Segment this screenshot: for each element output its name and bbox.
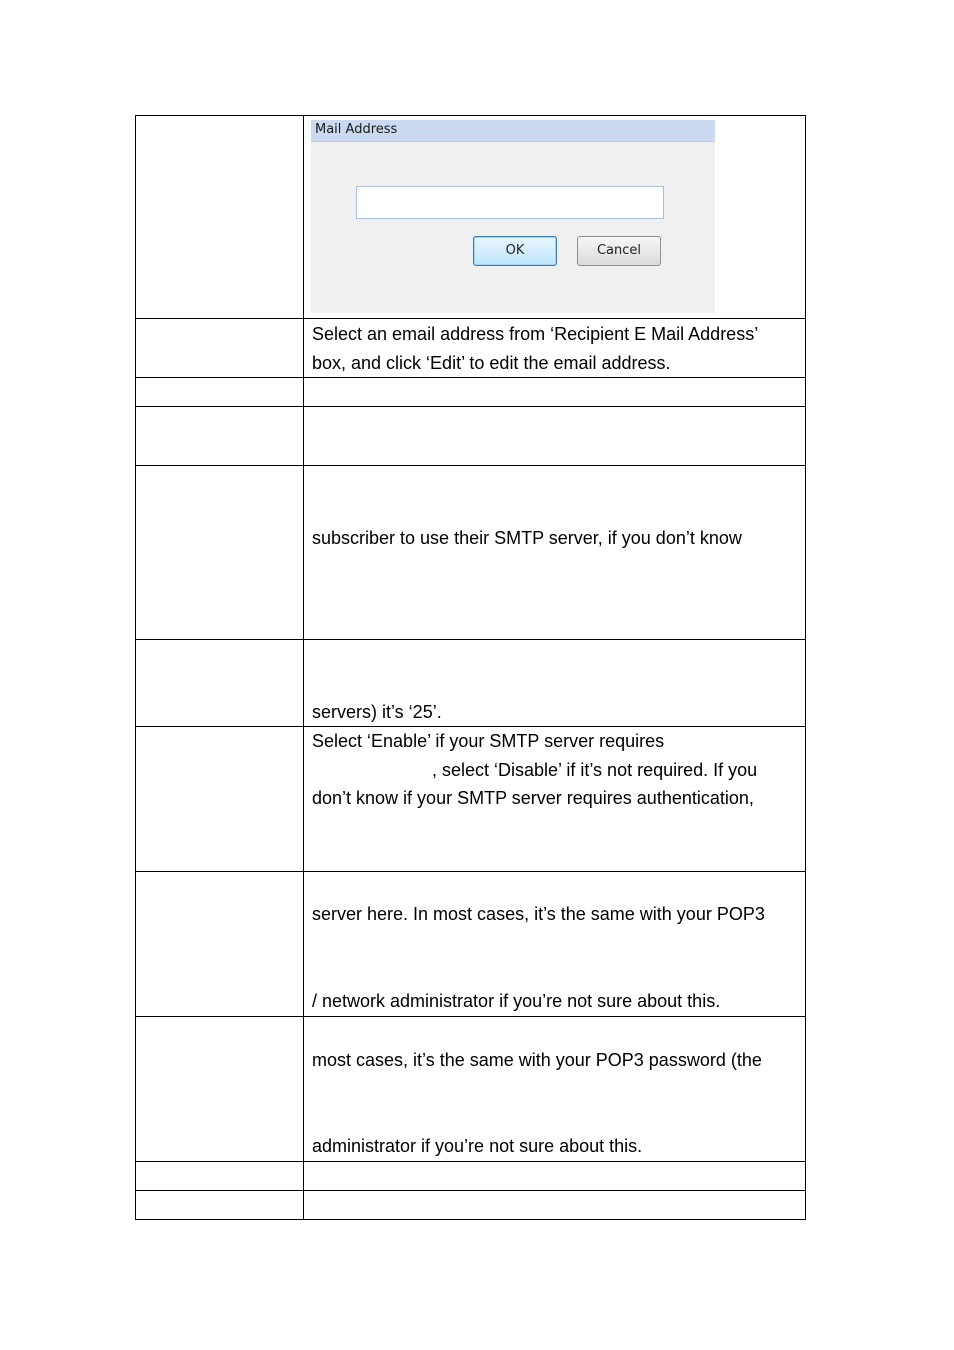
- table-cell-label: [136, 872, 304, 1017]
- table-cell-description: [304, 727, 806, 872]
- cancel-button[interactable]: Cancel: [577, 236, 661, 266]
- auth-description-line: Select ‘Enable’ if your SMTP server requires: [312, 731, 665, 751]
- table-cell-description: [304, 1162, 806, 1191]
- edit-description-line: box, and click ‘Edit’ to edit the email address.: [312, 353, 671, 373]
- table-cell-description: [304, 116, 806, 319]
- mail-address-dialog: [311, 120, 715, 313]
- table-cell-description: [304, 407, 806, 466]
- password-description-line: administrator if you’re not sure about this.: [312, 1136, 643, 1156]
- table-row: [136, 640, 806, 727]
- table-cell-label: [136, 319, 304, 378]
- table-row: [136, 727, 806, 872]
- table-row: [136, 872, 806, 1017]
- table-cell-label: [136, 1017, 304, 1162]
- table-row: [136, 1162, 806, 1191]
- table-cell-label: [136, 727, 304, 872]
- table-cell-description: [304, 872, 806, 1017]
- ok-button[interactable]: OK: [473, 236, 557, 266]
- table-cell-label: [136, 1162, 304, 1191]
- table-row: [136, 1017, 806, 1162]
- table-cell-label: [136, 116, 304, 319]
- table-row: [136, 466, 806, 640]
- smtp-server-description-line: subscriber to use their SMTP server, if you don’t know: [312, 528, 742, 548]
- mail-address-input[interactable]: [356, 186, 664, 219]
- table-row: [136, 319, 806, 378]
- auth-description-line: , select ‘Disable’ if it’s not required. If you: [432, 760, 758, 780]
- table-cell-description: [304, 378, 806, 407]
- table-row: [136, 378, 806, 407]
- edit-description-line: Select an email address from ‘Recipient E Mail Address’: [312, 324, 759, 344]
- username-description-line: / network administrator if you’re not sure about this.: [312, 991, 721, 1011]
- dialog-title: Mail Address: [311, 120, 715, 142]
- table-row: [136, 407, 806, 466]
- username-description-line: server here. In most cases, it’s the same with your POP3: [312, 904, 765, 924]
- table-cell-label: [136, 407, 304, 466]
- table-cell-label: [136, 378, 304, 407]
- table-cell-description: [304, 1017, 806, 1162]
- table-cell-label: [136, 466, 304, 640]
- table-cell-description: [304, 319, 806, 378]
- table-cell-description: [304, 466, 806, 640]
- auth-description-line: don’t know if your SMTP server requires authentication,: [312, 788, 754, 808]
- table-cell-description: [304, 640, 806, 727]
- smtp-port-description-line: servers) it’s ‘25’.: [312, 702, 442, 722]
- password-description-line: most cases, it’s the same with your POP3 password (the: [312, 1050, 762, 1070]
- table-cell-description: [304, 1191, 806, 1220]
- settings-table: [135, 115, 806, 1220]
- table-cell-label: [136, 1191, 304, 1220]
- table-cell-label: [136, 640, 304, 727]
- table-row: [136, 116, 806, 319]
- table-row: [136, 1191, 806, 1220]
